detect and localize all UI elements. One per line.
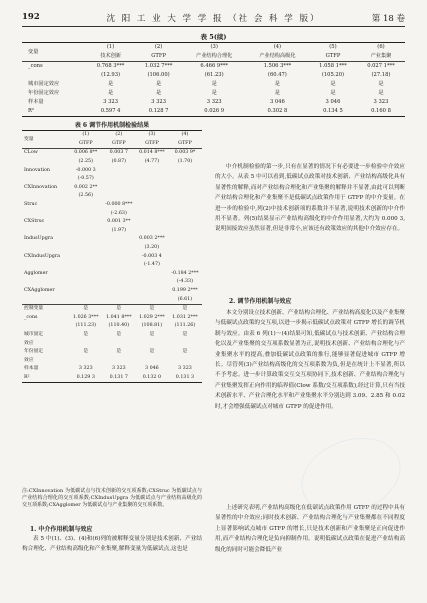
table5-cell: (60.47) [267, 72, 287, 78]
table5-col-number: (6) [377, 44, 385, 50]
table6-cell [136, 227, 168, 236]
table6-cell: -0.000 8*** [105, 202, 133, 208]
table-row [22, 158, 202, 167]
table6-row-label [22, 322, 70, 331]
table5-cell: 0.026 9 [204, 108, 225, 114]
table6-row-label: CXInnovation [24, 184, 58, 190]
table-row [22, 192, 202, 201]
table-row [22, 331, 202, 340]
table6-cell: 1.026 3*** [73, 314, 99, 320]
table6-col-name: GTFP [178, 140, 192, 146]
table6-row-label [22, 244, 70, 253]
table5-cell: (61.23) [204, 72, 224, 78]
table6-cell: -0.003 4 [141, 253, 162, 259]
table6-var-header: 变量 [24, 136, 34, 142]
table6-row-label: Innovation [24, 167, 50, 173]
table6-cell [136, 278, 168, 287]
table5-cell: 3 323 [373, 99, 389, 105]
table5-cell: 0.160 8 [371, 108, 391, 114]
table6-cell: (111.26) [174, 323, 196, 329]
table5-cell: 是 [211, 81, 217, 87]
table-row [22, 201, 202, 210]
table6-cell: 0.129 3 [76, 374, 95, 380]
table6-title: 表 6 调节作用机制检验结果 [74, 122, 150, 129]
table6-row-label: R² [24, 374, 30, 380]
table6-cell [136, 192, 168, 201]
table6-row-label [22, 175, 70, 184]
table6-cell [168, 227, 202, 236]
table-row [22, 261, 202, 270]
table6-cell [102, 270, 136, 279]
table6-cell [168, 252, 202, 261]
table-row [22, 166, 202, 175]
table6-cell [102, 192, 136, 201]
table6-row-label: CLow [24, 150, 38, 156]
table6-cell [70, 356, 102, 365]
table-row [22, 235, 202, 244]
table6-cell [102, 252, 136, 261]
table6-col-number: (3) [148, 132, 156, 138]
table5-cell: 0.768 3*** [96, 63, 125, 69]
table6-cell: 是 [149, 306, 155, 312]
table6-cell [70, 235, 102, 244]
table6-cell: 3 323 [178, 366, 192, 372]
table6-col-name: GTFP [78, 140, 93, 146]
table6-cell [70, 339, 102, 348]
table5-cell: 是 [155, 90, 162, 96]
table5-col-name: GTFP [151, 53, 166, 59]
table6-cell: (0.87) [111, 159, 127, 165]
right-paragraph-3: 上述研究表明,产业结构高级化在低碳试点政策作用 GTFP 的过程中具有显著性的中介效应;同时技术创新、产业结构合理化与产业集聚都在不同程度上显著影响试点城市 GTFP 的增长,只是技术创新和产业集聚是正向促进作用,而产业结构合理化是负向抑制作用。说明低碳试点政策在促进产业结构高级化的同时可能会降低产业 [215, 505, 405, 553]
table-row [22, 348, 202, 357]
table6-cell [102, 235, 136, 244]
table6-cell [168, 339, 202, 348]
table6-cell: 0.014 8*** [139, 150, 165, 156]
table6-cell [102, 261, 136, 270]
table6-cell: (1.97) [111, 227, 127, 233]
table-row [22, 252, 202, 261]
table-row [22, 227, 202, 236]
table6-cell [70, 209, 102, 218]
table6-cell: 1.041 8*** [106, 314, 132, 320]
table6-cell [168, 209, 202, 218]
table6-cell [136, 218, 168, 227]
table5-cell: 0.302 8 [267, 108, 288, 114]
table6-cell [168, 218, 202, 227]
table6-cell: 是 [83, 331, 89, 337]
table5-col-number: (4) [273, 44, 282, 50]
table6-cell [168, 201, 202, 210]
table6-cell [102, 339, 136, 348]
table6-cell: 1.029 2*** [139, 314, 165, 320]
table5-col-number: (2) [154, 44, 163, 50]
table-row [22, 270, 202, 279]
right-paragraph-2: 本文分别设立技术创新、产业结构合理化、产业结构高度化以及产业集聚与低碳试点政策的交互项,以进一步揭示低碳试点政策对 GTFP 增长的调节机制与效应。由表 6 列(1)～(4)结果可知,低碳试点与技术创新、产业结构合理化以及产业集聚的交互项系数显著为正,说明技术创新、产业结构合理化与产业集聚水平的提高,叠加低碳试点政策的推行,能够显著促进城市 GTFP 增长。尽管列(3)产业结构高级化的交互项系数为负,但是在统计上不显著,所以不予考虑。进一步计算政策交互交互项协同下,技术创新、产业结构合理化与产业集聚发挥正向作用的临界值(Clow 系数/交互项系数),经过计算,只有当技术创新水平、产业合理化水平和产业集聚水平分别达到 3.09、2.85 和 0.02 时,才会增强低碳试点对城市 GTFP 的促进作用。 [215, 310, 406, 410]
table5-row-label: R² [28, 108, 34, 114]
table6-row-label [22, 158, 70, 167]
table-row [22, 278, 202, 287]
table6-cell: (2.56) [78, 193, 93, 199]
table-row [22, 107, 405, 117]
table5-cell: 是 [378, 90, 384, 96]
table5-row-label: 城市固定效应 [28, 81, 60, 87]
table6-cell: 是 [182, 349, 188, 355]
table5-cell: (106.00) [147, 72, 170, 78]
table6-cell: (108.81) [141, 323, 163, 329]
table5 [22, 42, 405, 117]
table6-cell [168, 175, 202, 184]
table6-row-label [22, 261, 70, 270]
table6-cell [136, 339, 168, 348]
table6-row-label [22, 227, 70, 236]
table5-cell: 3 323 [103, 99, 119, 105]
table6-cell [136, 175, 168, 184]
table5-cell: 3 323 [206, 99, 222, 105]
table6-row-label [22, 192, 70, 201]
table-row [22, 184, 202, 193]
table6-cell: 0.199 2*** [172, 287, 198, 293]
table6-cell: 1.031 2*** [172, 314, 198, 320]
table6-cell: (-4.33) [176, 279, 193, 285]
table6-cell: (-1.47) [143, 262, 160, 268]
table6-cell [70, 201, 102, 210]
table-row [22, 62, 405, 72]
table6-cell: 0.132 0 [142, 374, 162, 380]
table5-cell: 是 [274, 81, 280, 87]
table-row [22, 71, 405, 80]
table5-cell: 是 [107, 81, 114, 87]
table-row [22, 89, 405, 98]
table5-row-label: 样本量 [28, 99, 44, 105]
table6-cell [136, 166, 168, 175]
table6-cell [168, 244, 202, 253]
table5-col-name: 技术创新 [100, 53, 121, 59]
table6-cell [136, 270, 168, 279]
table5-title: 表 5(续) [200, 33, 227, 41]
table5-var-header: 变量 [28, 48, 39, 55]
table6-cell [102, 287, 136, 296]
table6-col-name: GTFP [112, 140, 126, 146]
table5-cell: (12.93) [101, 72, 121, 78]
table6-cell: 是 [149, 331, 155, 337]
table6-cell [102, 356, 136, 365]
table6-row-label: CXStruc [24, 219, 45, 225]
table6-cell: 0.003 9* [174, 150, 196, 156]
table5-cell: 是 [155, 81, 162, 87]
table5-col-number: (1) [106, 44, 115, 50]
table6-row-label: CXAgglomer [24, 287, 55, 293]
table6-cell: -0.184 2*** [171, 270, 199, 276]
table6-cell: 是 [83, 349, 89, 355]
table6-cell: (4.77) [144, 159, 160, 165]
table6-cell [70, 287, 102, 296]
table5-col-number: (3) [210, 44, 218, 50]
table6-row-label [22, 278, 70, 287]
table6-row-label: CXIndusUpgra [24, 253, 61, 259]
table5-cell: 3 046 [269, 99, 285, 105]
table6-cell [102, 244, 136, 253]
table6-cell [136, 295, 168, 304]
table6-cell [102, 166, 136, 175]
table5-cell: 3 323 [151, 99, 167, 105]
table6-cell [168, 356, 202, 365]
table5-cell: 是 [378, 81, 384, 87]
table6-row-label [22, 295, 70, 304]
table6-row-label: _cons [24, 314, 38, 320]
table6-cell [102, 278, 136, 287]
table-row [22, 313, 202, 322]
table6-cell [102, 175, 136, 184]
table-row [22, 80, 405, 89]
table6-cell [70, 295, 102, 304]
table6-cell [70, 261, 102, 270]
table6-cell [102, 295, 136, 304]
table6-cell: 是 [182, 331, 188, 337]
table6-cell: 3 323 [111, 366, 126, 372]
table6-cell: 是 [116, 349, 122, 355]
table6-cell: 0.131 7 [109, 374, 128, 380]
table6-cell [70, 244, 102, 253]
table5-cell: 是 [330, 90, 336, 96]
table6-cell: (6.61) [177, 296, 193, 302]
table-row [22, 304, 202, 313]
table6-cell: (1.70) [177, 159, 193, 165]
table5-row-label: _cons [28, 63, 43, 69]
table6-cell [136, 287, 168, 296]
table6-cell [136, 209, 168, 218]
table5-col-name: 产业结构高级化 [259, 53, 296, 59]
table6-cell [70, 270, 102, 279]
table6-cell [168, 184, 202, 193]
table6-row-label: IndusUpgra [24, 236, 53, 242]
table6-row-label: 样本量 [24, 366, 39, 372]
table5-cell: 1.032 7*** [144, 63, 173, 69]
table-row [22, 98, 405, 107]
table6-cell: (-0.57) [77, 176, 94, 182]
right-paragraph-1: 中介机制检验的第一步,只有在显著的情况下有必要进一步检验中介效应的大小。从表 5 中可以看到,低碳试点政策对技术创新、产业结构高级化具有显著性的解释,而对产业结构合理化和产业集聚的解释并不显著,由此可以判断产业结构合理化和产业集聚不是低碳试点政策作用于 GTFP 的中介变量。在进一步的检验中,列(2)中技术创新项的系数并不显著,说明技术创新的中介作用不显著。列(5)结果显示产业结构高级化的中介作用显著,大约为 0.000 3,说明间接效应虽然显著,但是非常小,应该还有政策效应的其他中介效应存在。 [215, 164, 405, 233]
table6-cell [70, 218, 102, 227]
table5-cell: 1.058 1*** [319, 63, 347, 69]
table6-cell [136, 356, 168, 365]
table5-col-name: 产业集聚 [370, 53, 392, 59]
table-row [22, 374, 202, 383]
table6-cell [168, 192, 202, 201]
table5-cell: 是 [211, 90, 217, 96]
table6-cell: 0.002 2** [74, 184, 98, 190]
table6-col-name: GTFP [145, 140, 159, 146]
table6 [22, 130, 202, 383]
section-heading-mediation: 1. 中介作用机制与效应 [30, 526, 93, 533]
section-heading-moderation: 2. 调节作用机制与效应 [229, 298, 292, 305]
table6-col-number: (4) [181, 132, 189, 138]
table6-cell [168, 166, 202, 175]
table6-cell: -0.000 3 [75, 167, 96, 173]
table6-cell: 3 046 [145, 366, 159, 372]
table5-cell: 是 [274, 90, 280, 96]
table-row [22, 322, 202, 331]
table5-cell: 0.027 1*** [367, 63, 395, 69]
left-paragraph: 表 5 中(1)、(3)、(4)和(6)列的被解释变量分别是技术创新、产业结构合理化、产业结构高级化和产业集聚,解释变量为低碳试点,这也是 [22, 536, 202, 553]
volume-label: 第 18 卷 [371, 14, 405, 24]
table5-cell: 是 [107, 90, 114, 96]
table-row [22, 175, 202, 184]
running-header [22, 10, 405, 27]
table-row [22, 365, 202, 374]
table5-row-label: 年份固定效应 [28, 90, 60, 96]
table6-cell: 0.131 3 [175, 374, 195, 380]
table6-row-label: 年份固定 [24, 349, 44, 355]
table-row [22, 218, 202, 227]
table6-cell: 是 [182, 306, 188, 312]
table5-cell: 0.134 5 [323, 108, 343, 114]
table5-cell: 0.128 7 [148, 108, 169, 114]
table-row [22, 287, 202, 296]
table5-cell: 是 [330, 81, 336, 87]
table-row [22, 149, 202, 158]
table6-cell: 是 [149, 349, 155, 355]
table-row [22, 295, 202, 304]
table-row [22, 339, 202, 348]
table5-cell: 0.597 4 [100, 108, 121, 114]
table6-cell [136, 184, 168, 193]
journal-title: 沈 阳 工 业 大 学 学 报 （社 会 科 学 版） [106, 14, 321, 24]
table6-row-label: 城市固定 [24, 331, 44, 337]
table6-cell: 是 [116, 331, 122, 337]
table6-row-label: 效应 [24, 357, 34, 363]
table-row [22, 244, 202, 253]
table6-row-label: Struc [24, 202, 38, 208]
table6-cell: 是 [83, 306, 89, 312]
table6-cell: (2.25) [78, 159, 93, 165]
table6-cell: 0.003 2*** [139, 236, 165, 242]
table5-cell: (105.20) [321, 72, 345, 78]
table6-cell: (3.20) [144, 245, 160, 251]
table5-cell: (27.18) [371, 72, 391, 78]
table6-cell: (111.23) [75, 323, 97, 329]
table6-cell [70, 252, 102, 261]
table6-cell [136, 201, 168, 210]
table6-cell: 0.003 7 [109, 150, 128, 156]
table5-cell: 6.466 9*** [200, 63, 228, 69]
table6-cell: 0.001 3** [107, 219, 131, 225]
table5-cell: 3 046 [325, 99, 341, 105]
table6-row-label: 控制变量 [24, 306, 44, 312]
table-row [22, 356, 202, 365]
table6-row-label: 效应 [24, 340, 34, 346]
table6-cell: (-2.63) [110, 210, 127, 216]
page-number: 192 [22, 12, 40, 22]
table6-col-number: (1) [82, 132, 90, 138]
table6-row-label [22, 209, 70, 218]
table6-cell: 3 323 [78, 366, 93, 372]
table-row [22, 209, 202, 218]
table5-col-name: 产业结构合理化 [196, 53, 233, 59]
table6-cell: 是 [116, 306, 122, 312]
table5-row-label [22, 71, 87, 80]
table6-note: 注:CXInnovation 为低碳试点与技术创新的交互项系数;CXStruc 为低碳试点与产业结构合理化的交互项系数;CXIndusUpgra 为低碳试点与产业结构高级化的交互项系数;CXAgglomer 为低碳试点与产业集聚的交互项系数。 [22, 488, 202, 509]
table6-cell [102, 184, 136, 193]
table6-cell: 0.006 8** [74, 150, 98, 156]
table6-cell [168, 261, 202, 270]
table6-col-number: (2) [115, 132, 123, 138]
table5-cell: 1.506 3*** [263, 63, 292, 69]
table6-cell: (110.40) [108, 323, 130, 329]
table6-cell [168, 235, 202, 244]
table5-col-name: GTFP [325, 53, 341, 59]
table6-cell [70, 227, 102, 236]
table6-row-label: Agglomer [24, 270, 48, 276]
table6-cell [70, 278, 102, 287]
table5-col-number: (5) [329, 44, 337, 50]
